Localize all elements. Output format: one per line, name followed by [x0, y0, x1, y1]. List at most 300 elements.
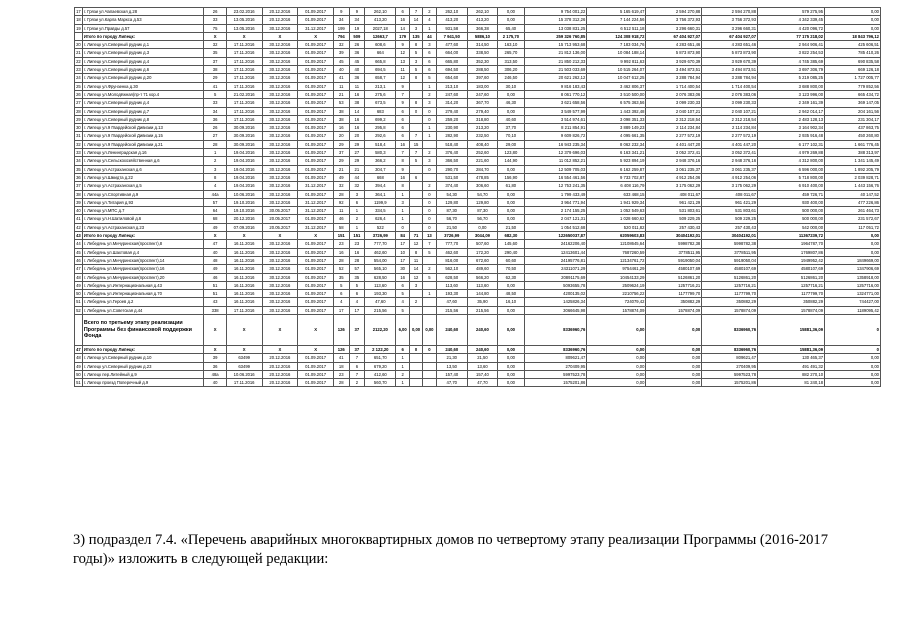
table-cell: 437 863,75 — [825, 124, 881, 132]
table-cell: 17.11.2016 — [226, 115, 262, 123]
table-cell: 7 — [349, 370, 365, 378]
table-cell: 462,60 — [365, 248, 396, 256]
table-cell: 30.12.2016 — [262, 149, 298, 157]
table-row — [75, 66, 881, 74]
table-cell: 882 270,10 — [758, 370, 825, 378]
table-cell: 0,00 — [825, 379, 881, 387]
table-cell: 30.12.2016 — [262, 248, 298, 256]
table-cell: 40 — [349, 66, 365, 74]
table-cell: 31.12.2017 — [298, 182, 334, 190]
address-cell: г. Липецк ул.Северный рудник д.6 — [82, 66, 204, 74]
table-cell: 17.11.2016 — [226, 57, 262, 65]
table-cell: 230,90 — [436, 124, 467, 132]
table-cell: 01.09.2017 — [298, 8, 334, 16]
table-cell: 01.09.2017 — [298, 273, 334, 281]
address-cell: г. Лебедянь ул.Мичуринская(проспект),14 — [82, 256, 204, 264]
table-cell: 247,60 — [436, 90, 467, 98]
address-cell: г. Липецк ул.Северный рудник д.4 — [82, 57, 204, 65]
table-cell: 3 756 372,93 — [646, 16, 702, 24]
table-cell: 5998782,38 — [702, 240, 758, 248]
table-cell: 5 — [349, 281, 365, 289]
table-cell: 633 468,15 — [587, 190, 646, 198]
table-cell: 4 401 447,20 — [646, 140, 702, 148]
table-cell: 0,00 — [825, 8, 881, 16]
table-cell: 4 — [396, 298, 409, 306]
table-cell: 65,40 — [498, 24, 525, 32]
table-cell: 35 — [349, 273, 365, 281]
table-cell: 0 — [423, 207, 436, 215]
table-cell: 19.04.2016 — [226, 173, 262, 181]
table-cell: 215,56 — [467, 306, 497, 314]
table-cell: 665,8 — [365, 57, 396, 65]
table-cell: 284,70 — [467, 165, 497, 173]
table-cell: 1257716,21 — [702, 281, 758, 289]
housing-table — [74, 7, 881, 387]
table-cell: 509 229,25 — [646, 215, 702, 223]
table-cell: 3 288 784,94 — [702, 74, 758, 82]
table-cell: 30.12.2016 — [262, 57, 298, 65]
table-cell: 54,70 — [467, 190, 497, 198]
table-cell: 18 — [76, 17, 81, 23]
table-cell: 1 — [423, 124, 436, 132]
table-cell: 1 052 549,63 — [587, 207, 646, 215]
table-cell: 240,60 — [436, 345, 467, 353]
table-cell: 5 718 800,00 — [758, 173, 825, 181]
table-cell: 295,8 — [365, 124, 396, 132]
table-cell: 01.09.2017 — [298, 379, 334, 387]
table-cell: 34 — [204, 107, 226, 115]
table-cell: 20.12.2016 — [262, 379, 298, 387]
table-cell: 6 — [423, 66, 436, 74]
table-cell: 13.05.2016 — [226, 24, 262, 32]
table-cell: 48 — [76, 274, 81, 280]
table-cell: 4 342 339,45 — [758, 16, 825, 24]
table-cell: 3 964 771,94 — [524, 198, 587, 206]
table-cell: 16.11.2016 — [226, 281, 262, 289]
table-cell: 1 054 512,68 — [524, 223, 587, 231]
table-cell: 16 — [349, 124, 365, 132]
table-cell: 4 745 385,69 — [758, 57, 825, 65]
table-cell: 4580107,69 — [758, 265, 825, 273]
table-cell: 262,10 — [467, 8, 497, 16]
table-cell: 0 — [409, 107, 422, 115]
table-cell: 10.06.2016 — [226, 370, 262, 378]
table-cell: 5126861,20 — [646, 273, 702, 281]
table-cell: 01.09.2017 — [298, 256, 334, 264]
table-cell: 46 — [204, 273, 226, 281]
table-cell: 413,20 — [365, 16, 396, 24]
table-cell: 408,40 — [467, 140, 497, 148]
table-cell: 1257716,21 — [646, 281, 702, 289]
table-cell: 777,70 — [365, 240, 396, 248]
table-cell: 628,50 — [436, 273, 467, 281]
table-cell: 3 052 372,41 — [646, 149, 702, 157]
table-cell: 3 099 230,33 — [646, 99, 702, 107]
table-cell — [409, 354, 422, 362]
table-cell: 117 051,72 — [825, 223, 881, 231]
address-cell: г. Грязи ул.Правды д.57 — [82, 24, 204, 32]
table-cell: 292,6 — [365, 132, 396, 140]
table-cell: 124 308 918,72 — [587, 32, 646, 40]
table-cell: 21 — [333, 90, 349, 98]
address-cell: г. Липецк ул.Северный рудник д.10 — [82, 354, 204, 362]
address-cell: г. Лебедянь ул.Мичуринская(проспект),8 — [82, 240, 204, 248]
table-cell: 809621,47 — [524, 354, 587, 362]
table-cell: 17.11.2016 — [226, 99, 262, 107]
table-cell: 1 661 776,45 — [825, 140, 881, 148]
table-cell: 6 — [349, 290, 365, 298]
table-cell: 28 — [333, 379, 349, 387]
table-cell: 1 — [349, 207, 365, 215]
table-cell — [409, 362, 422, 370]
table-cell: 9 733 702,87 — [587, 173, 646, 181]
table-row — [75, 82, 881, 90]
table-cell: 2 277 572,19 — [702, 132, 758, 140]
table-cell: 23 — [333, 370, 349, 378]
table-cell: 1199,9 — [365, 198, 396, 206]
table-cell: 16.11.2016 — [226, 298, 262, 306]
table-cell: 51 — [204, 290, 226, 298]
table-cell: 01.09.2017 — [298, 124, 334, 132]
address-cell: г. Липецк ул.Астраханская д.5 — [82, 182, 204, 190]
table-row — [75, 149, 881, 157]
address-cell: г. Липецк ул.9 Гвардейской Дивизии д.15 — [82, 132, 204, 140]
table-cell: 13 038 831,25 — [524, 24, 587, 32]
table-cell: 2 122,20 — [365, 345, 396, 353]
table-cell: 3 099 230,33 — [702, 99, 758, 107]
table-cell: 6 — [396, 281, 409, 289]
table-cell: 306,60 — [467, 182, 497, 190]
table-cell: 3778511,95 — [702, 248, 758, 256]
table-cell: 183,00 — [467, 82, 497, 90]
table-cell: 247,60 — [467, 90, 497, 98]
table-cell: 270409,95 — [702, 362, 758, 370]
table-cell: 1177799,70 — [646, 290, 702, 298]
table-cell: 35,90 — [467, 298, 497, 306]
table-cell: 0,00 — [825, 240, 881, 248]
table-cell: 17.11.2016 — [226, 82, 262, 90]
table-cell: 0,00 — [423, 314, 436, 345]
table-cell: 18 843 796,12 — [825, 32, 881, 40]
table-cell: 36 — [349, 49, 365, 57]
table-cell: 3 098 351,33 — [587, 115, 646, 123]
table-cell: 84 — [396, 232, 409, 240]
table-cell: 56,70 — [436, 215, 467, 223]
table-cell: 12663,7 — [365, 32, 396, 40]
table-cell: 67 404 927,07 — [702, 32, 758, 40]
table-cell — [409, 379, 422, 387]
address-cell: г. Липецк пер.Литейный д.9 — [82, 370, 204, 378]
table-cell: 7 — [423, 240, 436, 248]
table-cell: 30.12.2016 — [262, 182, 298, 190]
table-cell: 7 — [396, 149, 409, 157]
table-cell: 01.09.2017 — [298, 115, 334, 123]
address-cell: г. Липецк ул.9 Гвардейской Дивизии д.21 — [82, 140, 204, 148]
table-cell: 30.09.2016 — [226, 140, 262, 148]
table-cell: 17.11.2016 — [226, 49, 262, 57]
table-cell: 30.12.2016 — [262, 157, 298, 165]
table-cell: 01.09.2017 — [298, 157, 334, 165]
table-cell — [409, 223, 422, 231]
table-cell: 41 — [333, 354, 349, 362]
table-cell: 49 — [204, 223, 226, 231]
table-cell: 459 726,71 — [758, 190, 825, 198]
table-cell: 01.09.2017 — [298, 165, 334, 173]
table-cell: 30.12.2016 — [262, 256, 298, 264]
table-cell: 35 — [204, 49, 226, 57]
table-cell: 3778511,95 — [646, 248, 702, 256]
table-cell: 29 — [76, 116, 81, 122]
address-cell: г. Липецк ул.Ленинградская д.16 — [82, 149, 204, 157]
address-cell: г. Липецк ул.Северный рудник д.23 — [82, 362, 204, 370]
table-cell: 6 — [349, 362, 365, 370]
table-cell: 0 — [423, 198, 436, 206]
table-cell: 2 047 121,31 — [524, 215, 587, 223]
table-cell: 0,00 — [498, 379, 525, 387]
table-cell: 2 174 155,25 — [524, 207, 587, 215]
table-cell — [423, 256, 436, 264]
table-cell: 199 — [333, 24, 349, 32]
table-cell: 30.12.2016 — [262, 66, 298, 74]
table-cell: 3 164 902,34 — [758, 124, 825, 132]
table-cell: 0 — [423, 223, 436, 231]
table-cell: 5 — [409, 66, 422, 74]
table-cell: 51 — [76, 380, 81, 386]
table-cell: 3 929 670,39 — [646, 57, 702, 65]
table-cell: 0,00 — [498, 16, 525, 24]
address-cell: г. Липецк ул.Астраханская д.23 — [82, 223, 204, 231]
table-cell: 6 512 511,18 — [587, 24, 646, 32]
table-cell: 350882,29 — [702, 298, 758, 306]
table-cell: 21.02.2016 — [226, 90, 262, 98]
table-cell: 30.12.2016 — [262, 298, 298, 306]
table-cell: 0 — [396, 223, 409, 231]
table-cell: 257 430,43 — [646, 223, 702, 231]
table-cell: X — [204, 32, 226, 40]
table-cell: 17 — [349, 306, 365, 314]
table-cell: 20.12.2016 — [262, 370, 298, 378]
table-cell: 15 713 953,68 — [524, 41, 587, 49]
table-cell: 961 421,29 — [702, 198, 758, 206]
table-cell: X — [298, 314, 334, 345]
table-cell — [409, 90, 422, 98]
table-cell: 306,20 — [498, 66, 525, 74]
address-cell: г. Липецк ул.Шмидта д.22 — [82, 173, 204, 181]
table-cell: 2 594 270,88 — [702, 8, 758, 16]
table-cell: 3 822 254,53 — [758, 49, 825, 57]
table-cell: 28 — [333, 256, 349, 264]
table-cell: 48 — [76, 355, 81, 361]
table-cell: 01.09.2017 — [298, 215, 334, 223]
table-cell: 8 — [409, 74, 422, 82]
table-cell: 0,00 — [646, 314, 702, 345]
table-cell: 560,70 — [365, 379, 396, 387]
address-cell: г. Лебедянь ул.Мичуринская(проспект),20 — [82, 273, 204, 281]
table-cell: 350882,29 — [758, 298, 825, 306]
table-cell: 3 175 062,29 — [702, 182, 758, 190]
table-cell: 2 040 107,21 — [646, 107, 702, 115]
table-cell: 651,70 — [365, 354, 396, 362]
table-cell: 20.05.2017 — [262, 223, 298, 231]
table-cell: 16.11.2016 — [226, 240, 262, 248]
table-cell: 413,20 — [467, 16, 497, 24]
table-cell: 44 — [76, 241, 81, 247]
table-cell: 30.12.2016 — [262, 198, 298, 206]
table-cell: 135 — [409, 32, 422, 40]
table-cell: 213,1 — [365, 82, 396, 90]
table-cell: 30.12.2016 — [262, 99, 298, 107]
table-cell: 658,7 — [365, 74, 396, 82]
table-cell: 628,50 — [365, 273, 396, 281]
table-cell: 2 — [409, 298, 422, 306]
table-cell: 21 — [333, 165, 349, 173]
table-cell: 11 — [333, 82, 349, 90]
table-cell: 46,30 — [498, 99, 525, 107]
table-cell: 40 — [204, 248, 226, 256]
table-cell: 30.05.2017 — [262, 207, 298, 215]
table-cell — [409, 115, 422, 123]
table-cell: 30.12.2016 — [262, 74, 298, 82]
table-cell: 49 — [76, 282, 81, 288]
table-cell: 4 283 651,46 — [702, 41, 758, 49]
table-cell: 2 277 572,19 — [646, 132, 702, 140]
table-cell: 2 312 218,54 — [702, 115, 758, 123]
table-cell: 8 211 854,91 — [524, 124, 587, 132]
table-cell: 01.09.2017 — [298, 82, 334, 90]
table-cell: 30.12.2016 — [262, 190, 298, 198]
table-cell: 45 — [333, 57, 349, 65]
table-cell: X — [262, 32, 298, 40]
table-cell: X — [226, 345, 262, 353]
table-cell: 7 144 224,56 — [587, 16, 646, 24]
table-cell: 314,50 — [467, 41, 497, 49]
table-cell: 34 — [333, 16, 349, 24]
table-cell: 3 052 372,41 — [702, 149, 758, 157]
table-cell: 1425826,34 — [524, 298, 587, 306]
table-cell: 11 — [396, 66, 409, 74]
table-cell: 1575201,86 — [702, 379, 758, 387]
table-cell: 12 — [396, 74, 409, 82]
table-cell: 7 941,50 — [436, 32, 467, 40]
table-cell: 690 835,58 — [825, 57, 881, 65]
table-cell: 31.12.2017 — [298, 223, 334, 231]
table-cell: 47,60 — [436, 298, 467, 306]
table-cell: 5886,10 — [467, 32, 497, 40]
table-cell: 262,10 — [436, 8, 467, 16]
table-cell: 14 — [349, 107, 365, 115]
table-cell: 21 — [349, 165, 365, 173]
table-cell: 0 — [423, 115, 436, 123]
table-cell: 16.11.2016 — [226, 248, 262, 256]
table-cell: 17.11.2016 — [226, 66, 262, 74]
table-cell: 270409,95 — [524, 362, 587, 370]
table-cell: 47,60 — [365, 298, 396, 306]
table-cell: 542 000,00 — [758, 223, 825, 231]
table-cell: 3 889 149,23 — [587, 124, 646, 132]
table-cell: 41 — [333, 74, 349, 82]
table-cell: 57 — [204, 198, 226, 206]
table-cell: 1 — [423, 24, 436, 32]
table-cell: 38 — [333, 107, 349, 115]
table-cell: 16 — [349, 90, 365, 98]
table-cell: 1 — [204, 149, 226, 157]
table-cell: 19.04.2016 — [226, 149, 262, 157]
table-cell: 259,20 — [436, 115, 467, 123]
table-cell: 694,5 — [365, 66, 396, 74]
table-cell: 554,00 — [365, 256, 396, 264]
table-cell: 231 572,67 — [825, 215, 881, 223]
table-cell: 1 — [396, 362, 409, 370]
table-cell: 113,60 — [365, 281, 396, 289]
address-cell: г. Липецк ул.Северный рудник д.3 — [82, 49, 204, 57]
address-cell: г. Липецк ул.Северный рудник д.1 — [82, 41, 204, 49]
table-cell: 01.09.2017 — [298, 354, 334, 362]
body-paragraph: 3) подраздел 7.4. «Перечень аварийных многоквартирных домов по четвертому этапу реализации Программы (2016-2017 годы)» изложить в следующей редакции: — [73, 531, 829, 568]
table-cell: 2122,20 — [365, 314, 396, 345]
table-cell: 10 515 264,07 — [587, 66, 646, 74]
address-cell: г. Липецк ул.9 Гвардейской Дивизии д.13 — [82, 124, 204, 132]
table-cell: 6 177 102,31 — [758, 140, 825, 148]
table-cell: X — [262, 314, 298, 345]
table-cell: 338,50 — [467, 49, 497, 57]
table-cell: 22 — [76, 58, 81, 64]
table-cell: 2 948 376,16 — [702, 157, 758, 165]
table-cell: 157,40 — [436, 370, 467, 378]
table-cell: 8336960,76 — [524, 314, 587, 345]
table-cell: 1177799,70 — [702, 290, 758, 298]
table-cell: 46 — [333, 215, 349, 223]
table-cell: 531 803,61 — [702, 207, 758, 215]
table-row — [75, 232, 881, 240]
table-cell: 3 — [409, 24, 422, 32]
table-cell — [409, 207, 422, 215]
table-cell: 71 — [409, 232, 422, 240]
table-cell: 3 756 372,93 — [702, 16, 758, 24]
table-cell: 3 — [423, 41, 436, 49]
table-cell: 257 430,43 — [702, 223, 758, 231]
table-cell: 21,50 — [436, 223, 467, 231]
table-cell: 64 — [204, 207, 226, 215]
table-cell: 1 — [349, 223, 365, 231]
table-cell: 40 147,52 — [825, 190, 881, 198]
table-cell: 30.12.2016 — [262, 82, 298, 90]
table-cell: 63499 — [226, 362, 262, 370]
table-cell: 50 — [76, 291, 81, 297]
table-cell: 9754461,29 — [587, 265, 646, 273]
table-cell: 2 — [423, 149, 436, 157]
table-cell: 6 — [396, 345, 409, 353]
table-cell: 668 — [365, 173, 396, 181]
table-cell: 31.12.2017 — [298, 24, 334, 32]
table-cell: 672,60 — [467, 256, 497, 264]
table-cell: 24162206,40 — [524, 240, 587, 248]
table-cell: 1324771,00 — [825, 290, 881, 298]
table-cell: 144,80 — [467, 290, 497, 298]
table-cell: 3 510 500,00 — [587, 90, 646, 98]
table-cell: 40,60 — [498, 115, 525, 123]
table-cell: 4 420 096,72 — [758, 24, 825, 32]
table-cell: 39 — [76, 199, 81, 205]
table-cell — [409, 124, 422, 132]
table-cell: 11 012 852,21 — [524, 157, 587, 165]
table-row — [75, 132, 881, 140]
table-cell: 25 — [76, 83, 81, 89]
table-cell: 23 — [349, 240, 365, 248]
table-cell: 40 — [333, 66, 349, 74]
table-cell: 16.11.2016 — [226, 256, 262, 264]
table-cell: 10 084 188,14 — [587, 49, 646, 57]
table-cell: 16 — [396, 140, 409, 148]
